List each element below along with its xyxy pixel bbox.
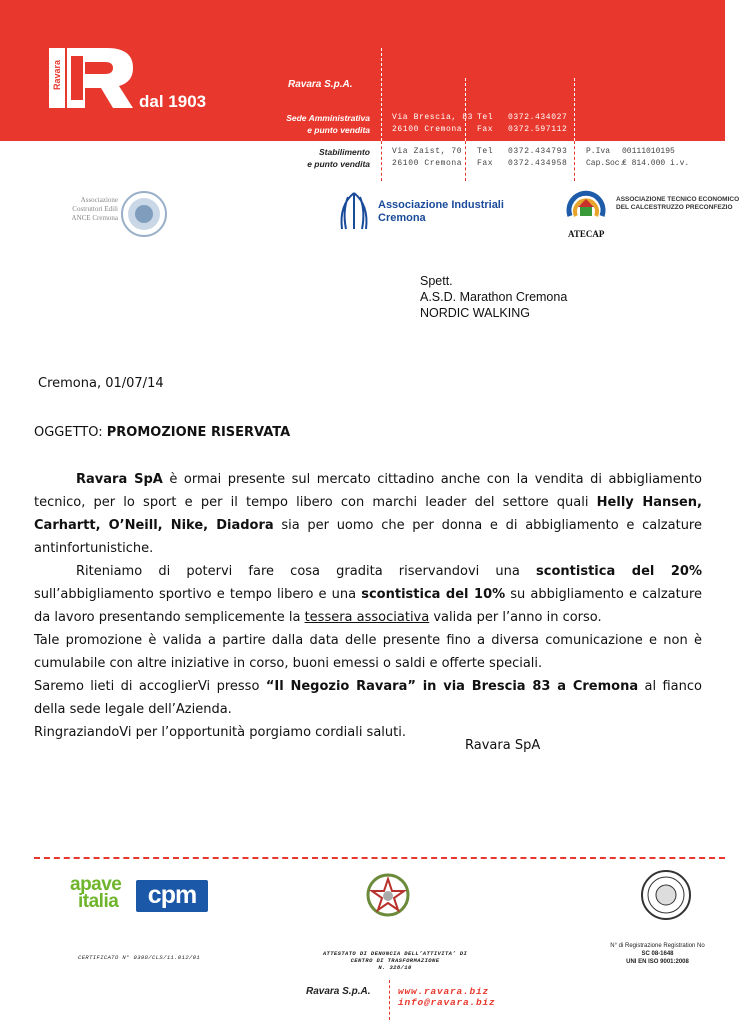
sede-phones: 0372.434027 0372.597112 xyxy=(508,113,568,134)
header-divider xyxy=(574,141,575,181)
logo-side-label: Ravara xyxy=(52,59,62,91)
header-divider xyxy=(381,48,382,141)
stab-label: Stabilimento e punto vendita xyxy=(307,147,370,169)
industriali-emblem-icon xyxy=(334,191,374,236)
ance-text: Associazione Costruttori Edili ANCE Cremona xyxy=(71,196,118,222)
footer-company: Ravara S.p.A. xyxy=(306,986,371,997)
piva-labels: P.Iva Cap.Soc. xyxy=(586,147,625,168)
attestato: ATTESTATO DI DENUNCIA DELL’ATTIVITA’ DI CENTRO DI TRASFORMAZIONE N. 328/10 xyxy=(322,950,468,971)
ance-seal-icon xyxy=(120,190,168,243)
recipient-block: Spett. A.S.D. Marathon Cremona NORDIC WALKING xyxy=(420,274,568,320)
stab-phones: 0372.434793 0372.434958 xyxy=(508,147,568,168)
footer-website[interactable]: www.ravara.biz xyxy=(398,986,490,997)
footer-email[interactable]: info@ravara.biz xyxy=(398,997,496,1008)
sede-phone-labels: Tel Fax xyxy=(477,113,494,134)
atecap-description: ASSOCIAZIONE TECNICO ECONOMICO DEL CALCESTRUZZO PRECONFEZIO xyxy=(616,196,739,211)
sede-label: Sede Amministrativa e punto vendita xyxy=(286,113,370,135)
paragraph-5: RingraziandoVi per l’opportunità porgiamo cordiali saluti. xyxy=(34,725,406,740)
paragraph-3: Tale promozione è valida a partire dalla data delle presente fino a diversa comunicazione e non è cumulabile con altre iniziative in corso, buoni emessi o saldi e offerte speciali. xyxy=(34,633,702,671)
stab-phone-labels: Tel Fax xyxy=(477,147,494,168)
atecap-name: ATECAP xyxy=(568,229,605,239)
letter-body xyxy=(34,468,702,744)
apave-logo: apave italia xyxy=(70,874,122,912)
certificate-number: CERTIFICATO N° 0398/CLS/11.012/01 xyxy=(78,954,201,961)
footer-contacts xyxy=(398,986,496,1008)
footer-divider xyxy=(34,857,725,859)
logo-since: dal 1903 xyxy=(139,92,207,111)
certification-seal-icon xyxy=(640,869,692,926)
header-divider xyxy=(465,141,466,181)
header-divider xyxy=(381,141,382,181)
atecap-logo-icon xyxy=(566,186,606,231)
signature: Ravara SpA xyxy=(465,738,541,753)
emblem-italy-icon xyxy=(364,869,412,928)
header-divider xyxy=(574,78,575,141)
stab-address: Via Zaist, 70 26100 Cremona xyxy=(392,147,463,168)
cpm-logo: cpm xyxy=(136,880,208,912)
header-company: Ravara S.p.A. xyxy=(288,79,353,90)
registration-info: N° di Registrazione Registration No SC 08-1648 UNI EN ISO 9001:2008 xyxy=(610,943,705,965)
letter-subject: OGGETTO: PROMOZIONE RISERVATA xyxy=(34,425,291,440)
letter-date: Cremona, 01/07/14 xyxy=(38,376,164,391)
industriali-text: Associazione Industriali Cremona xyxy=(378,199,504,224)
footer-divider-vertical xyxy=(389,980,390,1020)
paragraph-1: Ravara SpA è ormai presente sul mercato cittadino anche con la vendita di abbigliamento tecnico, per lo sport e per il tempo libero con marchi leader del settore quali Helly Hansen, Carhartt, O’Neill, Nike, Diadora sia per uomo che per donna e di abbigliamento e calzature antinfortunistiche. xyxy=(34,472,702,556)
piva-values: 00111010195 € 814.000 i.v. xyxy=(622,147,690,168)
sede-address: Via Brescia, 83 26100 Cremona xyxy=(392,113,474,134)
paragraph-4: Saremo lieti di accoglierVi presso “Il Negozio Ravara” in via Brescia 83 a Cremona al fianco della sede legale dell’Azienda. xyxy=(34,679,702,717)
paragraph-2: Riteniamo di potervi fare cosa gradita riservandovi una scontistica del 20% sull’abbigliamento sportivo e tempo libero e una scontistica del 10% su abbigliamento e calzature da lavoro presentando semplicemente la tessera associativa valida per l’anno in corso. xyxy=(34,564,702,625)
